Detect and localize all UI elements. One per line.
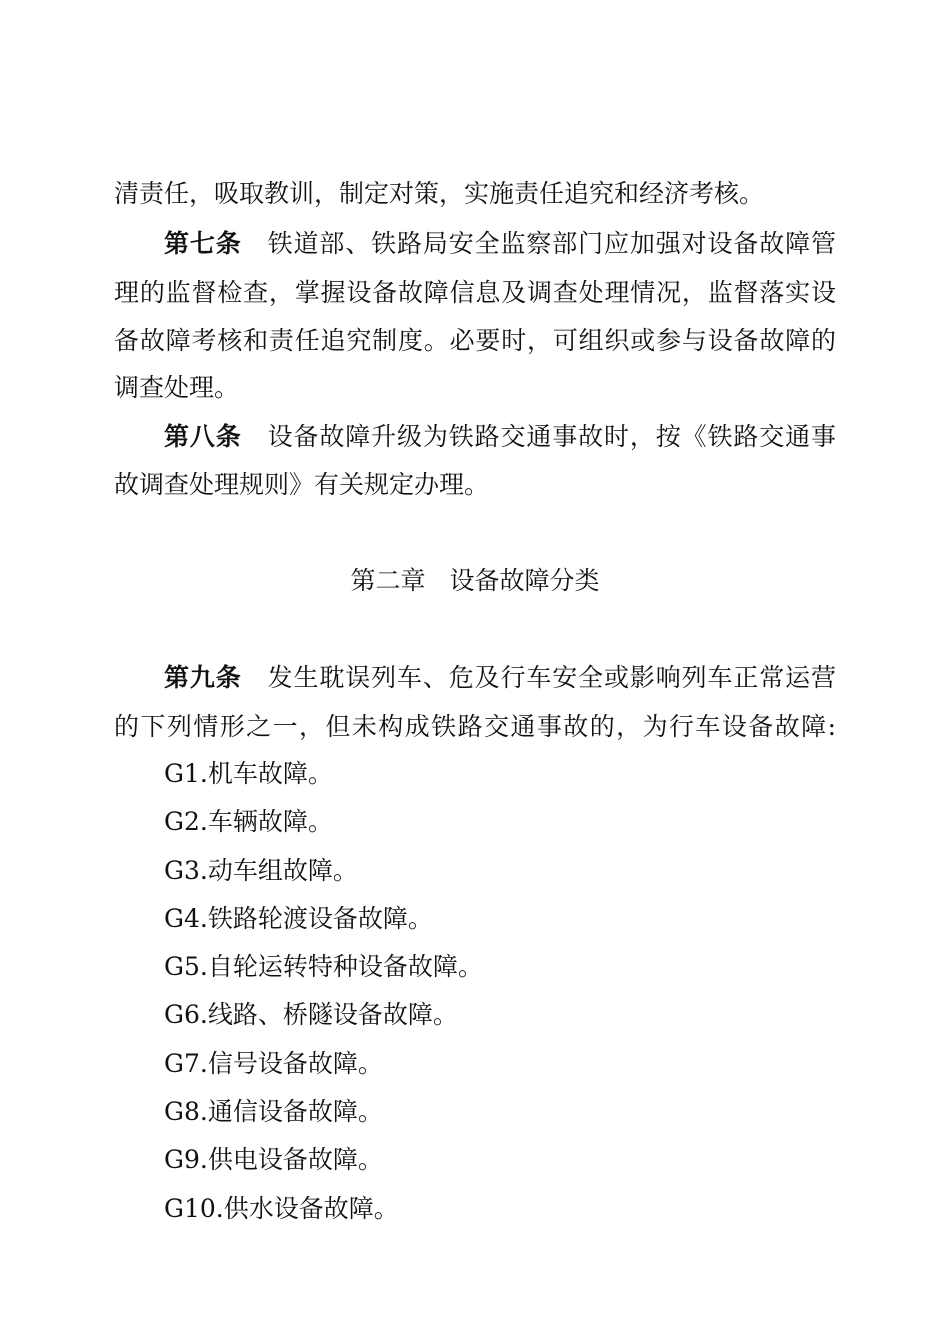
chapter-title: 设备故障分类: [449, 566, 600, 595]
article-9-line-2: 的下列情形之一，但未构成铁路交通事故的，为行车设备故障:: [114, 712, 836, 741]
list-item: G3.动车组故障。: [164, 856, 358, 885]
list-item: G2.车辆故障。: [164, 807, 333, 836]
article-8-text-1: 设备故障升级为铁路交通事故时，按《铁路交通事: [267, 422, 836, 451]
chapter-number: 第二章: [350, 566, 426, 595]
article-8-label: 第八条: [164, 422, 242, 451]
list-item: G8.通信设备故障。: [164, 1097, 383, 1126]
list-item: G6.线路、桥隧设备故障。: [164, 1000, 458, 1029]
list-item: G10.供水设备故障。: [164, 1194, 399, 1223]
list-item: G7.信号设备故障。: [164, 1049, 383, 1078]
article-8-line-2: 故调查处理规则》有关规定办理。: [114, 470, 490, 499]
article-7-text-1: 铁道部、铁路局安全监察部门应加强对设备故障管: [267, 229, 836, 258]
article-9-text-1: 发生耽误列车、危及行车安全或影响列车正常运营: [267, 663, 836, 692]
paragraph-continuation: 清责任，吸取教训，制定对策，实施责任追究和经济考核。: [114, 179, 765, 208]
list-item: G5.自轮运转特种设备故障。: [164, 952, 483, 981]
article-7-line-2: 理的监督检查，掌握设备故障信息及调查处理情况，监督落实设: [114, 278, 836, 307]
article-8-line-1: [164, 421, 836, 453]
chapter-heading: [0, 565, 950, 597]
list-item: G1.机车故障。: [164, 759, 333, 788]
article-7-line-1: [164, 228, 836, 260]
list-item: G4.铁路轮渡设备故障。: [164, 904, 433, 933]
article-7-label: 第七条: [164, 229, 242, 258]
article-7-line-4: 调查处理。: [114, 373, 240, 402]
list-item: G9.供电设备故障。: [164, 1145, 383, 1174]
article-7-line-3: 备故障考核和责任追究制度。必要时，可组织或参与设备故障的: [114, 326, 836, 355]
article-9-label: 第九条: [164, 663, 242, 692]
article-9-line-1: [164, 662, 836, 694]
